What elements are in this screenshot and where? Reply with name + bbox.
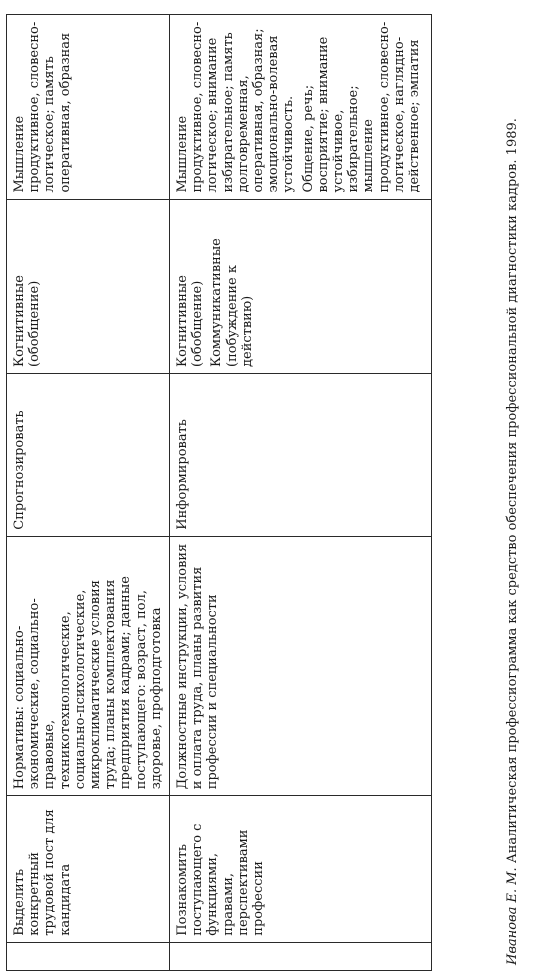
goal-cell: Выделить конкретный трудовой пост для кандидата <box>7 796 170 943</box>
function-text: Когнитивные (обобщение) <box>175 275 206 367</box>
functions-cell <box>170 199 432 373</box>
profession-table <box>6 14 432 971</box>
pvk-cell <box>7 15 170 200</box>
goal-cell: Познакомить поступающего с функциями, правами, перспективами профессии <box>170 796 432 943</box>
source-caption <box>505 118 520 965</box>
table-row <box>170 15 432 971</box>
actions-cell: Спрогнозировать <box>7 373 170 536</box>
function-text: Когнитивные (обобщение) <box>12 275 43 367</box>
caption-text: Аналитическая профессиограмма как средство обеспечения профессиональной диагностики кадров. 1989. <box>505 118 520 864</box>
pvk-text: Общение, речь; восприятие; внимание устойчивое, избирательное; мышление продуктивное, словесно-логическое, наглядно-действенное; эмпатия <box>300 21 423 193</box>
caption-author: Иванова Е. М. <box>505 867 520 965</box>
table-cell-empty <box>170 942 432 970</box>
function-text: Коммуникативные (побуждение к действию) <box>209 238 255 367</box>
sources-cell: Должностные инструкции, условия и оплата труда, планы развития профессии и специальности <box>170 536 432 796</box>
pvk-text: Мышление продуктивное, словесно-логическое; внимание избирательное; память долговременная, оперативная, образная; эмоционально-волевая устойчивость. <box>175 21 297 193</box>
pvk-text: Мышление продуктивное, словесно-логическое; память оперативная, образная <box>12 21 73 193</box>
table-cell-empty <box>7 942 170 970</box>
table-row <box>7 15 170 971</box>
sources-cell: Нормативы: социально-экономические, социально-правовые, техникотехнологические, социально-психологические, микроклиматические условия труда; планы комплектования предприятия кадрами; данные поступающего: возраст, пол, здоровье, профподготовка <box>7 536 170 796</box>
functions-cell <box>7 199 170 373</box>
pvk-cell <box>170 15 432 200</box>
actions-cell: Информировать <box>170 373 432 536</box>
